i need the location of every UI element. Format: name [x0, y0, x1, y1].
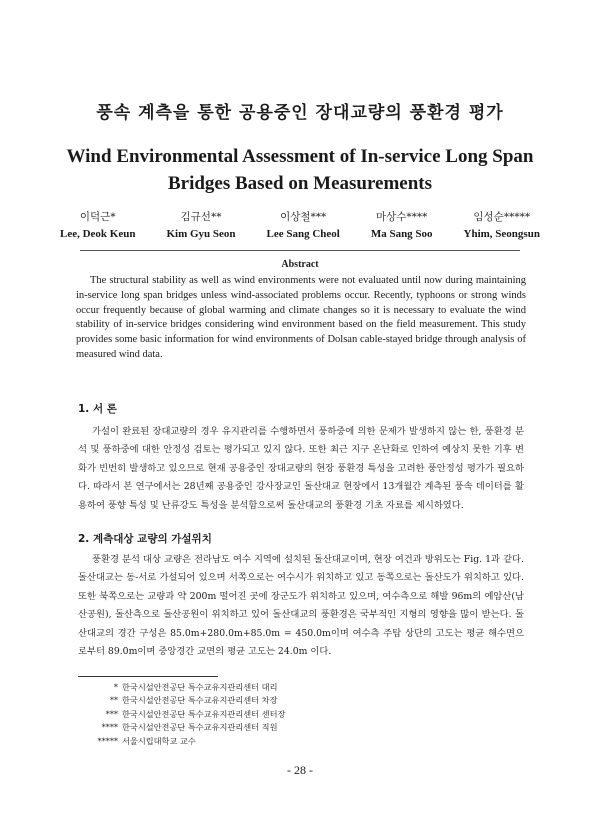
footnote: * 한국시설안전공단 특수교유지관리센터 대리	[113, 682, 278, 692]
author-name-en: Lee Sang Cheol	[266, 228, 340, 240]
author-name-en: Lee, Deok Keun	[60, 228, 136, 240]
author	[166, 209, 235, 240]
author	[464, 209, 540, 240]
header-divider	[80, 250, 520, 251]
author-name-en: Ma Sang Soo	[370, 228, 433, 240]
section-heading-bridge-location: 2. 계측대상 교량의 가설위치	[78, 533, 212, 545]
footnote: *** 한국시설안전공단 특수교유지관리센터 센터장	[105, 708, 286, 719]
abstract-heading: Abstract	[281, 259, 319, 270]
footnotes	[78, 681, 378, 748]
english-title-line-2: Bridges Based on Measurements	[167, 173, 433, 194]
author-name-en: Kim Gyu Seon	[166, 228, 236, 240]
author	[371, 209, 433, 240]
abstract-text: The structural stability as well as wind environments were not evaluated until now during maintaining in-service long span bridges unless wind-associated problems occur. Recently, typhoons or strong winds occur frequently because of global warming and climate changes so it is necessary to evaluate the wind stability of in-service bridges considering wind environment based on the field measurement. This study provides some basic information for wind environments of Dolsan cable-stayed bridge through analysis of measured wind data.	[76, 275, 526, 360]
footnote: ***** 서울시립대학교 교수	[97, 735, 196, 746]
author-name-ko: 이상철***	[280, 211, 327, 223]
section-body-introduction: 가설이 완료된 장대교량의 경우 유지관리를 수행하면서 풍하중에 의한 문제가 발생하지 않는 한, 풍환경 분석 및 풍하중에 대한 안정성 검토는 평가되고 있지 않다. 또한 최근 지구 온난화로 인하여 예상치 못한 기후 변화가 빈번히 발생하고 있으므로 현재 공용중인 장대교량의 현장 풍환경 특성을 고려한 풍안정성 평가가 필요하다. 따라서 본 연구에서는 28년째 공용중인 강사장교인 돌산대교 현장에서 13개월간 계측된 풍속 데이터를 활용하여 풍향 특성 및 난류강도 특성을 분석함으로써 돌산대교의 풍환경 기초 자료를 제시하였다.	[78, 426, 524, 511]
section-heading-introduction: 1. 서 론	[78, 403, 117, 415]
page-number: - 28 -	[287, 763, 313, 777]
english-title-line-1: Wind Environmental Assessment of In-service Long Span	[66, 146, 534, 167]
footnote-divider	[78, 676, 218, 677]
author	[267, 209, 340, 240]
author-name-en: Yhim, Seongsun	[463, 228, 540, 240]
author	[60, 209, 135, 240]
section-body-bridge-location: 풍환경 분석 대상 교량은 전라남도 여수 지역에 설치된 돌산대교이며, 현장 여건과 방위도는 Fig. 1과 같다. 돌산대교는 동-서로 가설되어 있으며 서쪽으로는 여수시가 위치하고 있고 동쪽으로는 돌산도가 위치하고 있다. 또한 북쪽으로는 교량과 약 200m 떨어진 곳에 장군도가 위치하고 있으며, 여수측으로 해발 96m의 예암산(남산공원), 돌산측으로 돌산공원이 위치하고 있어 돌산대교의 풍환경은 국부적인 지형의 영향을 많이 받는다. 돌산대교의 경간 구성은 85.0m+280.0m+85.0m = 450.0m이며 여수측 주탑 상단의 고도는 평균 해수면으로부터 89.0m이며 중앙경간 교면의 평균 고도는 24.0m 이다.	[78, 554, 524, 658]
author-name-ko: 임성순*****	[473, 211, 531, 223]
korean-title: 풍속 계측을 통한 공용중인 장대교량의 풍환경 평가	[96, 103, 504, 123]
author-name-ko: 마상수****	[375, 211, 428, 223]
author-name-ko: 김규선**	[180, 211, 222, 223]
author-name-ko: 이덕근*	[79, 211, 116, 223]
footnote: **** 한국시설안전공단 특수교유지관리센터 직원	[101, 722, 278, 733]
author-list	[60, 209, 540, 240]
footnote: ** 한국시설안전공단 특수교유지관리센터 차장	[109, 695, 278, 706]
english-title	[60, 143, 540, 197]
